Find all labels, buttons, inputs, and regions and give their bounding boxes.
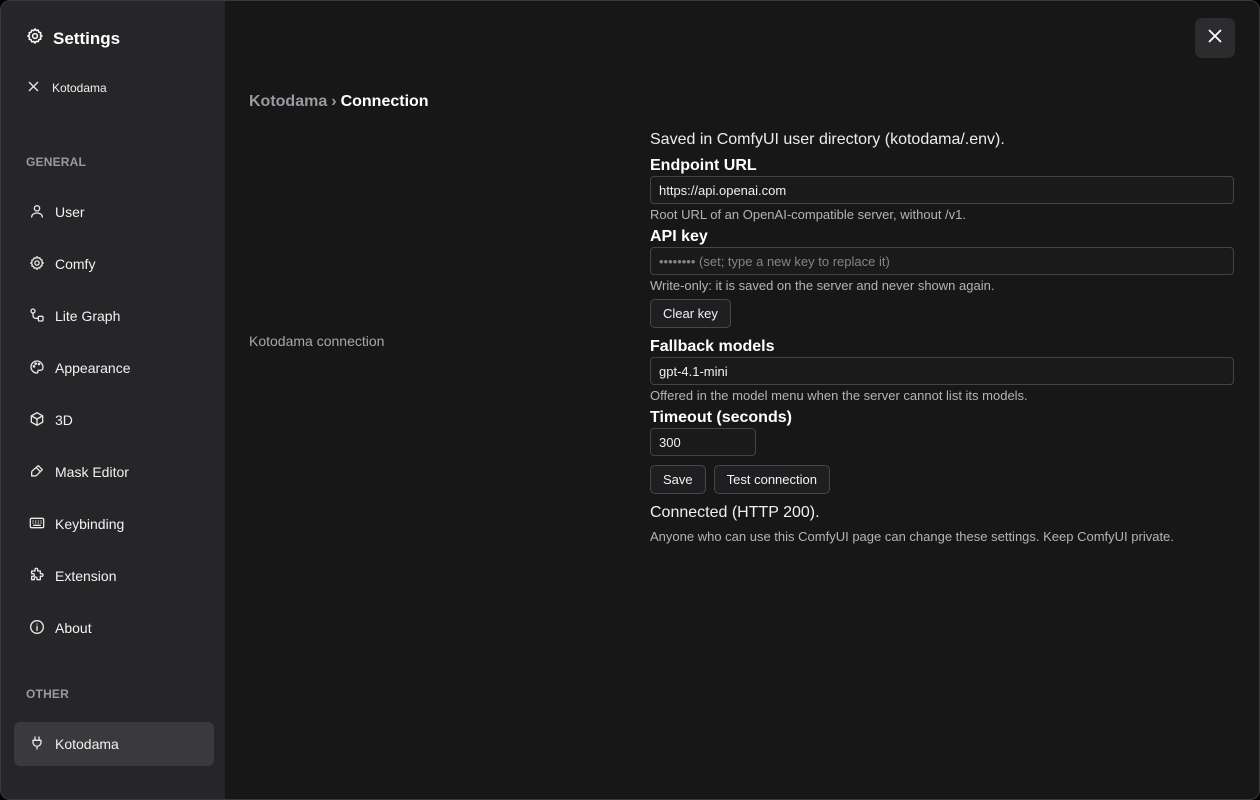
puzzle-icon [29,567,45,586]
brush-icon [29,463,45,482]
breadcrumb-parent[interactable]: Kotodama [249,93,328,110]
plug-icon [29,735,45,754]
test-connection-button[interactable]: Test connection [714,465,830,494]
timeout-label: Timeout (seconds) [650,409,792,426]
settings-sidebar [1,1,225,799]
sidebar-item-extension[interactable] [14,554,214,598]
sidebar-item-about[interactable] [14,606,214,650]
sidebar-item-label: Appearance [55,360,131,376]
sidebar-item-label: Keybinding [55,516,125,532]
info-icon [29,619,45,638]
section-general-label: GENERAL [26,155,87,169]
breadcrumb-current: Connection [340,93,429,110]
fallback-models-hint: Offered in the model menu when the server cannot list its models. [650,388,1028,403]
sidebar-item-user[interactable] [14,190,214,234]
sidebar-item-label: Lite Graph [55,308,121,324]
endpoint-url-input[interactable] [650,176,1234,204]
breadcrumb-separator: › [331,93,337,110]
gear-icon [29,255,45,274]
close-dialog-button[interactable] [1195,18,1235,58]
sidebar-item-3d[interactable] [14,398,214,442]
endpoint-label: Endpoint URL [650,157,757,174]
clear-key-button[interactable]: Clear key [650,299,731,328]
gear-icon [26,27,44,50]
fallback-models-label: Fallback models [650,338,775,355]
api-key-hint: Write-only: it is saved on the server and never shown again. [650,278,995,293]
sidebar-item-kotodama[interactable] [14,722,214,766]
graph-icon [29,307,45,326]
sidebar-item-mask-editor[interactable] [14,450,214,494]
setting-row-label: Kotodama connection [249,333,385,349]
section-other-label: OTHER [26,687,69,701]
sidebar-item-appearance[interactable] [14,346,214,390]
timeout-input[interactable] [650,428,756,456]
plugin-label: Kotodama [52,81,107,95]
settings-content [225,1,1259,799]
user-icon [29,203,45,222]
sidebar-header [26,27,120,50]
close-icon[interactable] [28,81,39,95]
sidebar-item-label: Comfy [55,256,96,272]
close-icon[interactable] [1208,29,1222,48]
action-buttons [650,465,1235,494]
sidebar-item-label: About [55,620,92,636]
sidebar-item-label: Kotodama [55,736,119,752]
api-key-input[interactable] [650,247,1234,275]
sidebar-item-label: Extension [55,568,117,584]
connection-status: Connected (HTTP 200). [650,504,820,521]
cube-icon [29,411,45,430]
saved-location-note: Saved in ComfyUI user directory (kotodama/.env). [650,131,1005,148]
sidebar-title: Settings [53,28,121,48]
security-warning: Anyone who can use this ComfyUI page can change these settings. Keep ComfyUI private. [650,529,1174,544]
fallback-models-input[interactable] [650,357,1234,385]
sidebar-item-label: 3D [55,412,73,428]
sidebar-item-lite-graph[interactable] [14,294,214,338]
sidebar-item-label: Mask Editor [55,464,129,480]
api-key-label: API key [650,228,708,245]
sidebar-item-keybinding[interactable] [14,502,214,546]
breadcrumb [249,93,429,111]
plugin-badge[interactable] [28,81,107,95]
palette-icon [29,359,45,378]
save-button[interactable]: Save [650,465,706,494]
connection-panel [650,131,1235,544]
endpoint-hint: Root URL of an OpenAI-compatible server, without /v1. [650,207,967,222]
keyboard-icon [29,515,45,534]
sidebar-item-label: User [55,204,85,220]
sidebar-item-comfy[interactable] [14,242,214,286]
